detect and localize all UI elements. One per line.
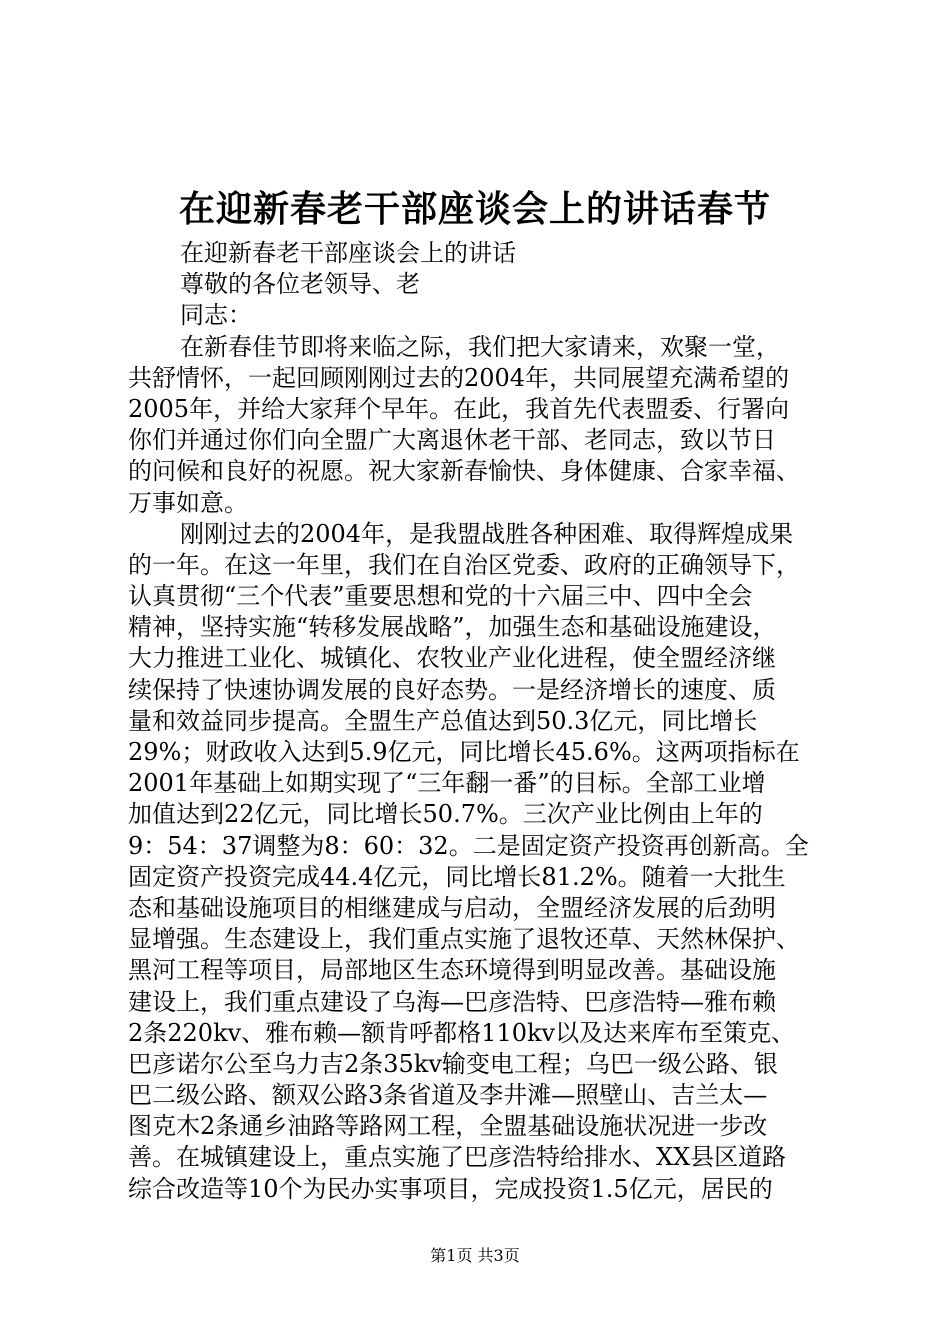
body-line: 量和效益同步提高。全盟生产总值达到50.3亿元，同比增长 xyxy=(128,706,758,735)
body-line: 尊敬的各位老领导、老 xyxy=(180,270,420,299)
body-line: 加值达到22亿元，同比增长50.7%。三次产业比例由上年的 xyxy=(128,800,763,829)
body-line: 2005年，并给大家拜个早年。在此，我首先代表盟委、行署向 xyxy=(128,394,790,423)
body-line: 的问候和良好的祝愿。祝大家新春愉快、身体健康、合家幸福、 xyxy=(128,457,800,486)
page-number-footer: 第1页 共3页 xyxy=(430,1246,520,1265)
body-line: 显增强。生态建设上，我们重点实施了退牧还草、天然林保护、 xyxy=(128,925,800,954)
body-line: 巴彦诺尔公至乌力吉2条35kv输变电工程；乌巴一级公路、银 xyxy=(128,1049,778,1078)
body-line: 9：54：37调整为8：60：32。二是固定资产投资再创新高。全 xyxy=(128,831,809,860)
body-line: 2001年基础上如期实现了“三年翻一番”的目标。全部工业增 xyxy=(128,769,766,798)
body-line: 黑河工程等项目，局部地区生态环境得到明显改善。基础设施 xyxy=(128,956,776,985)
body-line: 精神，坚持实施“转移发展战略”，加强生态和基础设施建设， xyxy=(128,613,777,642)
body-line: 共舒情怀，一起回顾刚刚过去的2004年，共同展望充满希望的 xyxy=(128,363,790,392)
document-title: 在迎新春老干部座谈会上的讲话春节 xyxy=(178,188,771,230)
body-line: 在迎新春老干部座谈会上的讲话 xyxy=(180,239,516,267)
document-body xyxy=(128,238,828,1205)
body-line: 态和基础设施项目的相继建成与启动，全盟经济发展的后劲明 xyxy=(128,893,776,922)
body-line: 续保持了快速协调发展的良好态势。一是经济增长的速度、质 xyxy=(128,675,776,704)
body-line: 综合改造等10个为民办实事项目，完成投资1.5亿元，居民的 xyxy=(128,1174,773,1203)
body-line: 巴二级公路、额双公路3条省道及李井滩—照壁山、吉兰太— xyxy=(128,1081,768,1110)
body-line: 2条220kv、雅布赖—额肯呼都格110kv以及达来库布至策克、 xyxy=(128,1018,796,1047)
body-line: 建设上，我们重点建设了乌海—巴彦浩特、巴彦浩特—雅布赖 xyxy=(128,987,776,1016)
body-line: 万事如意。 xyxy=(128,488,248,517)
body-line: 的一年。在这一年里，我们在自治区党委、政府的正确领导下， xyxy=(128,550,800,579)
body-line: 刚刚过去的2004年，是我盟战胜各种困难、取得辉煌成果 xyxy=(180,519,794,548)
body-line: 认真贯彻“三个代表”重要思想和党的十六届三中、四中全会 xyxy=(128,582,753,611)
body-line: 善。在城镇建设上，重点实施了巴彦浩特给排水、XX县区道路 xyxy=(128,1143,787,1172)
body-line: 29%；财政收入达到5.9亿元，同比增长45.6%。这两项指标在 xyxy=(128,738,800,766)
body-line: 固定资产投资完成44.4亿元，同比增长81.2%。随着一大批生 xyxy=(128,862,786,891)
body-line: 在新春佳节即将来临之际，我们把大家请来，欢聚一堂， xyxy=(180,332,780,361)
body-line: 大力推进工业化、城镇化、农牧业产业化进程，使全盟经济继 xyxy=(128,644,776,673)
body-line: 同志： xyxy=(180,301,252,330)
body-line: 图克木2条通乡油路等路网工程，全盟基础设施状况进一步改 xyxy=(128,1112,768,1141)
body-line: 你们并通过你们向全盟广大离退休老干部、老同志，致以节日 xyxy=(128,426,776,455)
